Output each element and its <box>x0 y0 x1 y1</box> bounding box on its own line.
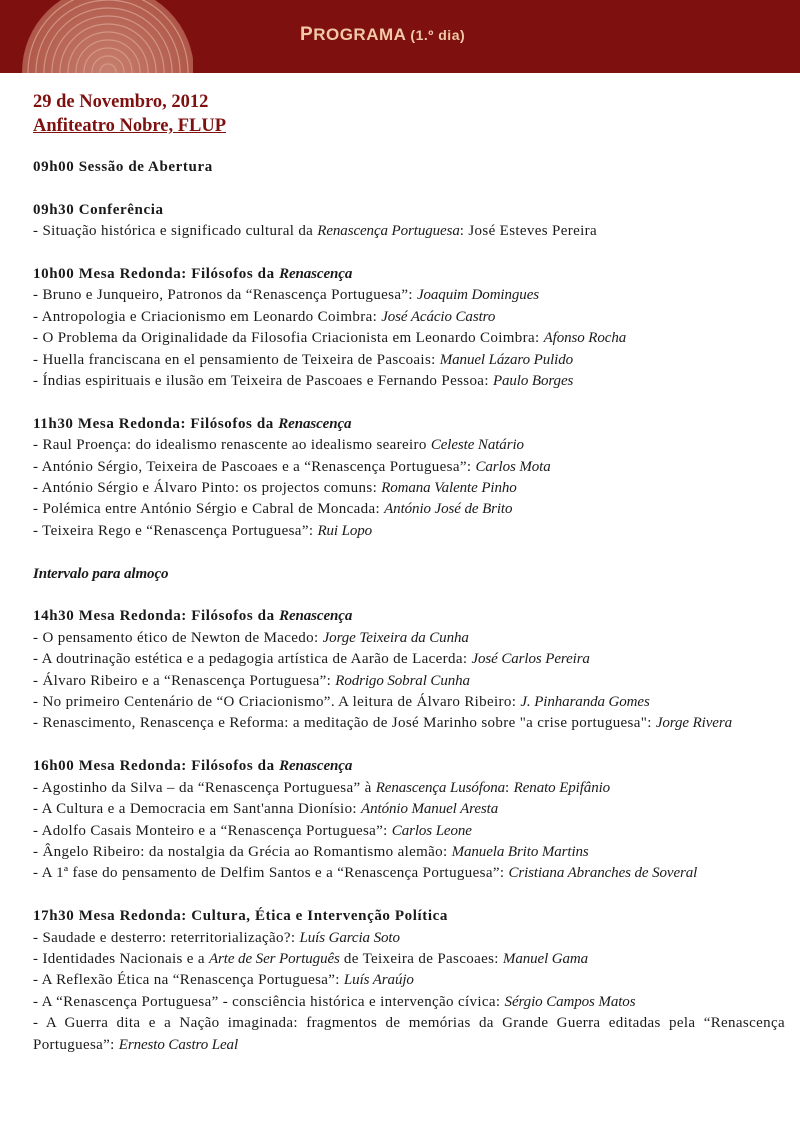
program-item <box>33 928 785 949</box>
italic-text: José Carlos Pereira <box>471 651 590 668</box>
italic-text: Joaquim Domingues <box>416 287 539 304</box>
program-item <box>33 221 785 242</box>
italic-text: José Acácio Castro <box>381 308 496 325</box>
italic-text: Carlos Mota <box>475 458 551 475</box>
program-item <box>33 713 785 734</box>
text-segment: - António Sérgio, Teixeira de Pascoaes e a “Renascença Portuguesa”: <box>33 458 476 475</box>
event-date: 29 de Novembro, 2012 <box>33 92 209 112</box>
concentric-rings-decoration <box>0 0 193 73</box>
italic-text: Renascença <box>279 758 353 775</box>
text-segment: - A Guerra dita e a Nação imaginada: fragmentos de memórias da Grande Guerra editadas pela “Renascença Portuguesa”: <box>33 1015 785 1053</box>
section-heading <box>33 564 785 585</box>
text-segment: 09h30 Conferência <box>33 201 164 218</box>
section-heading <box>33 157 785 178</box>
italic-text: Jorge Teixeira da Cunha <box>322 629 469 646</box>
program-item <box>33 821 785 842</box>
text-segment: - Índias espirituais e ilusão em Teixeira de Pascoaes e Fernando Pessoa: <box>33 373 493 390</box>
section-heading <box>33 414 785 435</box>
title-initial: P <box>300 24 314 45</box>
text-segment: - Huella franciscana en el pensamiento de Teixeira de Pascoais: <box>33 351 440 368</box>
program-item <box>33 799 785 820</box>
text-segment: : José Esteves Pereira <box>459 223 597 240</box>
text-segment: - Identidades Nacionais e a <box>33 950 209 967</box>
italic-text: Manuel Lázaro Pulido <box>439 351 574 368</box>
italic-text: António José de Brito <box>384 501 513 518</box>
italic-text: Afonso Rocha <box>543 330 627 347</box>
text-segment: : <box>505 779 514 796</box>
program-item <box>33 521 785 542</box>
text-segment: - Álvaro Ribeiro e a “Renascença Portuguesa”: <box>33 672 336 689</box>
text-segment: 14h30 Mesa Redonda: Filósofos da <box>33 608 280 625</box>
program-item <box>33 692 785 713</box>
text-segment: 11h30 Mesa Redonda: Filósofos da <box>33 415 279 432</box>
section-heading <box>33 756 785 777</box>
italic-text: Intervalo para almoço <box>33 565 169 582</box>
italic-text: Rodrigo Sobral Cunha <box>335 672 470 689</box>
italic-text: Ernesto Castro Leal <box>118 1036 239 1053</box>
italic-text: Renato Epifânio <box>513 779 611 796</box>
program-section <box>33 414 785 542</box>
program-item <box>33 435 785 456</box>
italic-text: Renascença <box>278 415 352 432</box>
program-item <box>33 992 785 1013</box>
italic-text: Carlos Leone <box>391 822 472 839</box>
program-list <box>33 157 785 1056</box>
text-segment: - Agostinho da Silva – da “Renascença Portuguesa” à <box>33 779 376 796</box>
program-item <box>33 307 785 328</box>
program-section <box>33 606 785 734</box>
page-title <box>300 24 465 46</box>
text-segment: - Renascimento, Renascença e Reforma: a meditação de José Marinho sobre "a crise portuguesa": <box>33 715 656 732</box>
italic-text: Renascença Portuguesa <box>317 223 460 240</box>
program-section <box>33 157 785 178</box>
program-item <box>33 863 785 884</box>
text-segment: - Teixeira Rego e “Renascença Portuguesa”: <box>33 522 318 539</box>
program-item <box>33 671 785 692</box>
program-section <box>33 264 785 392</box>
italic-text: Renascença <box>279 608 353 625</box>
text-segment: - Situação histórica e significado cultural da <box>33 223 318 240</box>
program-item <box>33 970 785 991</box>
text-segment: de Teixeira de Pascoaes: <box>339 950 503 967</box>
italic-text: Rui Lopo <box>317 522 373 539</box>
italic-text: Celeste Natário <box>430 437 524 454</box>
program-section <box>33 756 785 884</box>
program-item <box>33 328 785 349</box>
title-rest: ROGRAMA <box>313 25 407 44</box>
text-segment: - Saudade e desterro: reterritorialização?: <box>33 929 300 946</box>
program-item <box>33 371 785 392</box>
text-segment: - Antropologia e Criacionismo em Leonardo Coimbra: <box>33 308 382 325</box>
program-item <box>33 285 785 306</box>
text-segment: - António Sérgio e Álvaro Pinto: os projectos comuns: <box>33 480 382 497</box>
italic-text: Luís Araújo <box>343 972 414 989</box>
italic-text: Romana Valente Pinho <box>381 480 517 497</box>
section-heading <box>33 200 785 221</box>
italic-text: Sérgio Campos Matos <box>504 993 636 1010</box>
text-segment: - Polémica entre António Sérgio e Cabral de Moncada: <box>33 501 385 518</box>
program-content <box>33 90 785 1077</box>
text-segment: - A doutrinação estética e a pedagogia artística de Aarão de Lacerda: <box>33 651 472 668</box>
section-heading <box>33 264 785 285</box>
text-segment: - Bruno e Junqueiro, Patronos da “Renascença Portuguesa”: <box>33 287 417 304</box>
text-segment: - No primeiro Centenário de “O Criacionismo”. A leitura de Álvaro Ribeiro: <box>33 694 521 711</box>
program-section <box>33 906 785 1056</box>
italic-text: Renascença <box>279 266 353 282</box>
program-item <box>33 478 785 499</box>
program-item <box>33 628 785 649</box>
program-item <box>33 350 785 371</box>
italic-text: Paulo Borges <box>492 373 574 390</box>
text-segment: - A Cultura e a Democracia em Sant'anna Dionísio: <box>33 801 362 818</box>
text-segment: - A Reflexão Ética na “Renascença Portuguesa”: <box>33 972 344 989</box>
text-segment: - A “Renascença Portuguesa” - consciência histórica e intervenção cívica: <box>33 993 505 1010</box>
program-item <box>33 778 785 799</box>
text-segment: - Ângelo Ribeiro: da nostalgia da Grécia ao Romantismo alemão: <box>33 843 452 860</box>
text-segment: - Raul Proença: do idealismo renascente ao idealismo seareiro <box>33 437 431 454</box>
program-item <box>33 1013 785 1056</box>
program-item <box>33 457 785 478</box>
event-venue: Anfiteatro Nobre, FLUP <box>33 116 227 136</box>
text-segment: - A 1ª fase do pensamento de Delfim Santos e a “Renascença Portuguesa”: <box>33 865 509 882</box>
italic-text: Luís Garcia Soto <box>299 929 400 946</box>
text-segment: 09h00 Sessão de Abertura <box>33 159 213 175</box>
title-subtitle: (1.º dia) <box>410 27 466 43</box>
text-segment: 17h30 Mesa Redonda: Cultura, Ética e Intervenção Política <box>33 908 448 925</box>
section-heading <box>33 606 785 627</box>
italic-text: J. Pinharanda Gomes <box>520 694 650 711</box>
section-heading <box>33 906 785 927</box>
text-segment: 16h00 Mesa Redonda: Filósofos da <box>33 758 280 775</box>
text-segment: 10h00 Mesa Redonda: Filósofos da <box>33 266 280 282</box>
program-section <box>33 564 785 585</box>
program-section <box>33 200 785 243</box>
italic-text: Cristiana Abranches de Soveral <box>508 865 698 882</box>
italic-text: Manuela Brito Martins <box>451 843 589 860</box>
header-banner <box>0 0 800 73</box>
italic-text: Manuel Gama <box>502 950 589 967</box>
text-segment: - O Problema da Originalidade da Filosofia Criacionista em Leonardo Coimbra: <box>33 330 544 347</box>
program-item <box>33 842 785 863</box>
italic-text: António Manuel Aresta <box>361 801 499 818</box>
text-segment: - O pensamento ético de Newton de Macedo: <box>33 629 323 646</box>
program-item <box>33 649 785 670</box>
italic-text: Arte de Ser Português <box>208 950 340 967</box>
italic-text: Jorge Rivera <box>655 715 732 732</box>
italic-text: Renascença Lusófona <box>375 779 506 796</box>
program-item <box>33 949 785 970</box>
text-segment: - Adolfo Casais Monteiro e a “Renascença Portuguesa”: <box>33 822 392 839</box>
program-item <box>33 499 785 520</box>
